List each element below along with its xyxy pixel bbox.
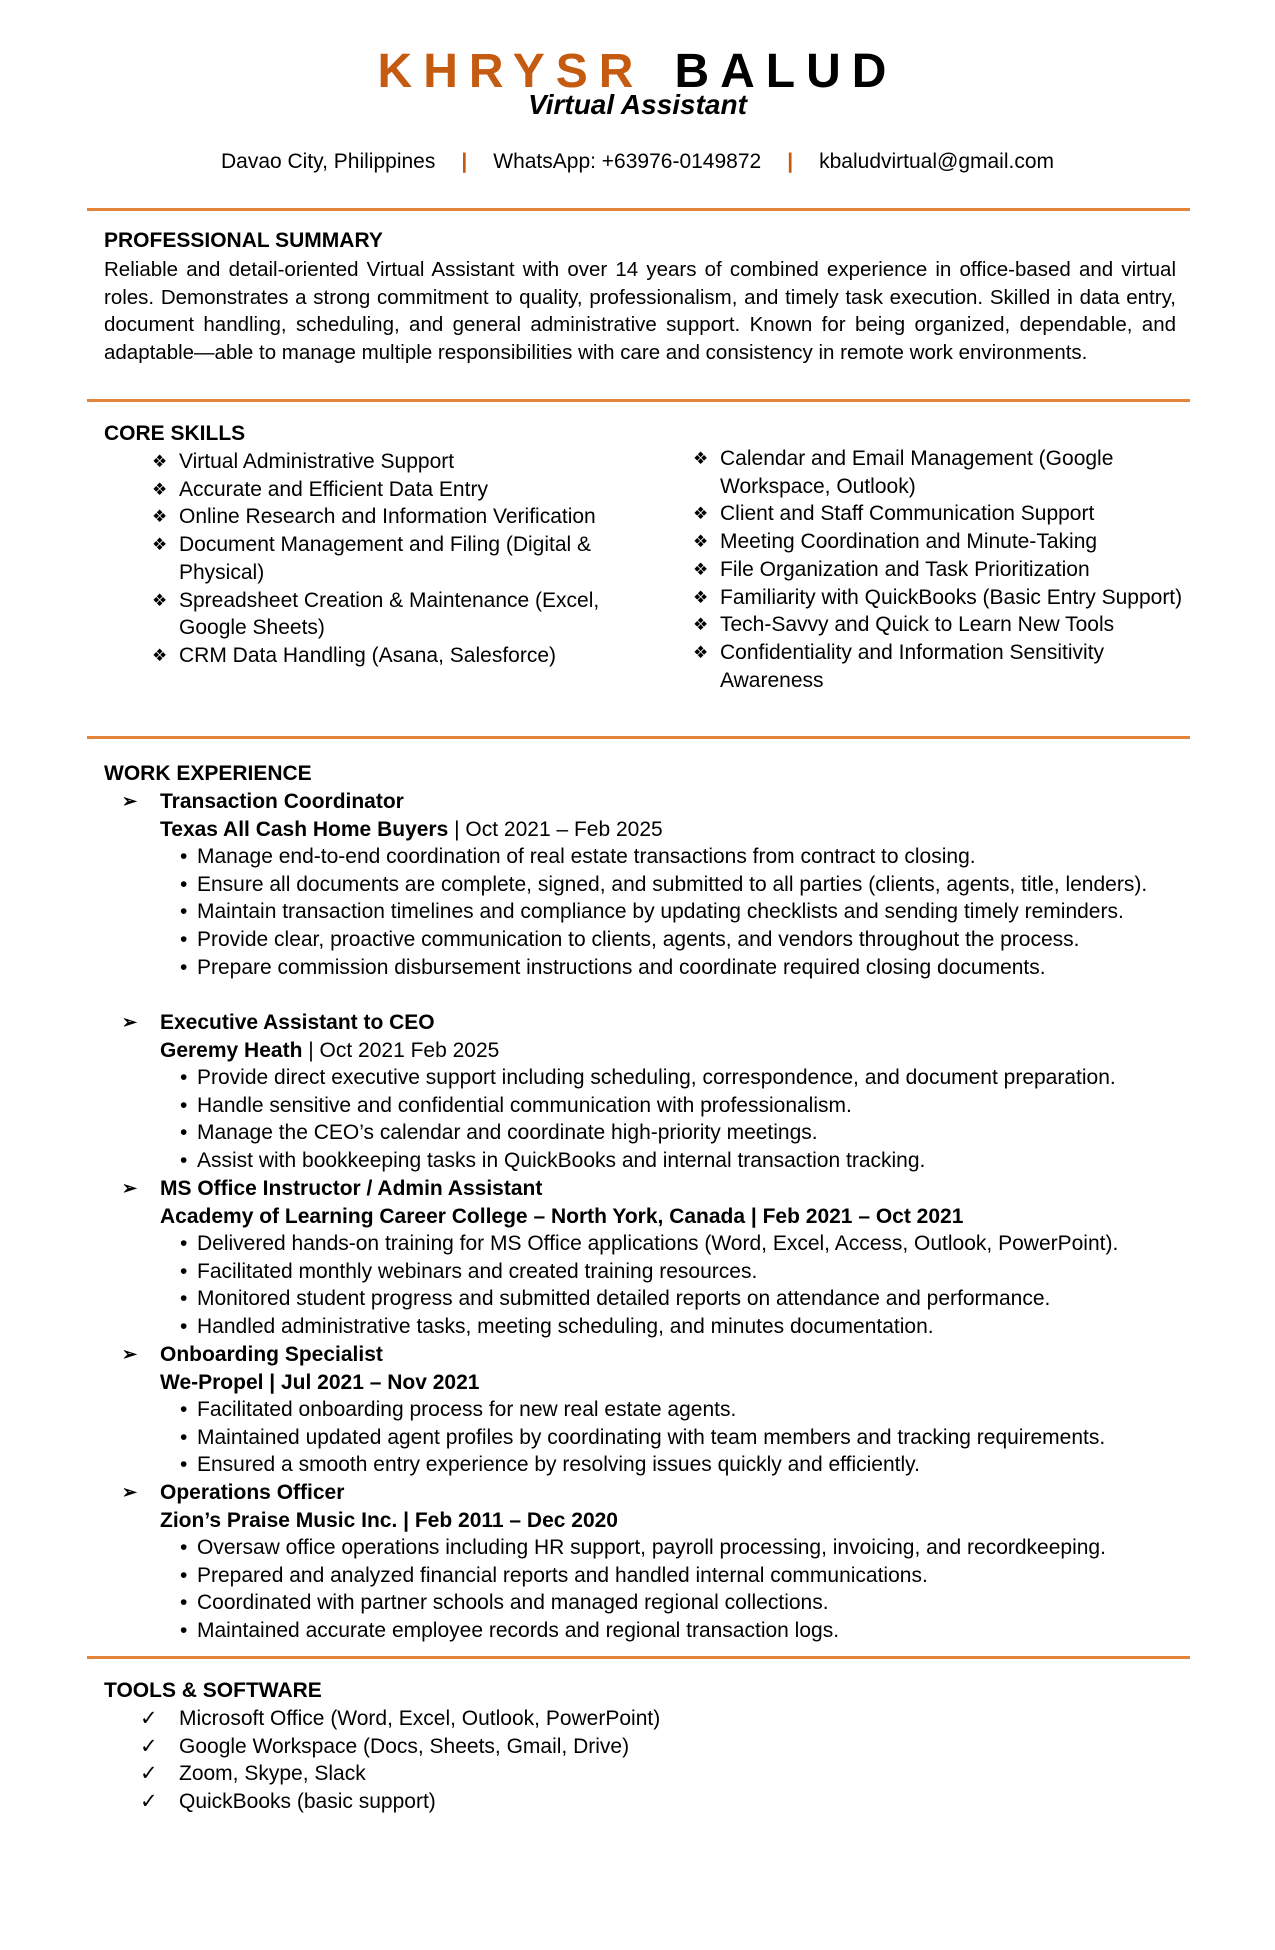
diamond-bullet-icon: ❖ [152, 535, 168, 555]
list-item: • Ensured a smooth entry experience by resolving issues quickly and efficiently. [104, 1451, 1224, 1479]
company-line: Texas All Cash Home Buyers | Oct 2021 – Feb 2025 [160, 817, 663, 841]
job-bullets [104, 1064, 1224, 1174]
list-item: ❖ Accurate and Efficient Data Entry [152, 476, 647, 504]
list-item: • Oversaw office operations including HR support, payroll processing, invoicing, and recordkeeping. [104, 1534, 1224, 1562]
diamond-bullet-icon: ❖ [693, 615, 709, 635]
check-icon: ✓ [140, 1707, 158, 1730]
list-item: • Handled administrative tasks, meeting scheduling, and minutes documentation. [104, 1313, 1224, 1341]
job-bullets [104, 1396, 1224, 1479]
diamond-bullet-icon: ❖ [152, 645, 168, 665]
check-icon: ✓ [140, 1789, 158, 1813]
job-title: Virtual Assistant [528, 89, 747, 120]
list-item: • Prepare commission disbursement instructions and coordinate required closing documents. [104, 954, 1224, 982]
first-name: KHRYSR [377, 45, 645, 98]
list-item: ❖ Client and Staff Communication Support [693, 500, 1188, 528]
list-item: • Handle sensitive and confidential communication with professionalism. [104, 1092, 1224, 1120]
company-line: Zion’s Praise Music Inc. | Feb 2011 – Dec 2020 [160, 1508, 618, 1532]
arrow-bullet-icon: ➢ [122, 1012, 138, 1032]
divider [87, 399, 1190, 402]
list-item: • Monitored student progress and submitted detailed reports on attendance and performance. [104, 1285, 1224, 1313]
location: Davao City, Philippines [220, 150, 436, 173]
whatsapp: WhatsApp: +63976-0149872 [493, 150, 762, 173]
contact-line [0, 148, 1275, 176]
company-line: Academy of Learning Career College – North York, Canada | Feb 2021 – Oct 2021 [160, 1204, 964, 1228]
job-title-line: ➢ Transaction Coordinator [104, 788, 1224, 816]
list-item: • Assist with bookkeeping tasks in QuickBooks and internal transaction tracking. [104, 1147, 1224, 1175]
list-item: ❖ Tech-Savvy and Quick to Learn New Tools [693, 611, 1188, 639]
tools-heading: TOOLS & SOFTWARE [104, 1679, 322, 1702]
experience-heading: WORK EXPERIENCE [104, 762, 312, 785]
list-item: ❖ Online Research and Information Verification [152, 503, 647, 531]
list-item: ❖ Meeting Coordination and Minute-Taking [693, 528, 1188, 556]
list-item: ❖ CRM Data Handling (Asana, Salesforce) [152, 642, 647, 670]
email: kbaludvirtual@gmail.com [819, 150, 1055, 173]
list-item: ❖ File Organization and Task Prioritization [693, 556, 1188, 584]
job-title-line: ➢ Onboarding Specialist [104, 1341, 1224, 1369]
tools-list [104, 1705, 660, 1815]
list-item: • Manage the CEO’s calendar and coordinate high-priority meetings. [104, 1119, 1224, 1147]
check-icon: ✓ [140, 1762, 158, 1786]
list-item: • Maintained accurate employee records and regional transaction logs. [104, 1617, 1224, 1645]
list-item: ❖ Calendar and Email Management (Google Workspace, Outlook) [693, 447, 1114, 498]
check-icon: ✓ [140, 1734, 158, 1758]
list-item: • Maintained updated agent profiles by coordinating with team members and tracking requirements. [104, 1424, 1224, 1452]
job-entry [104, 788, 1224, 981]
diamond-bullet-icon: ❖ [693, 587, 709, 607]
job-entry [104, 1009, 1224, 1175]
arrow-bullet-icon: ➢ [122, 1482, 138, 1502]
diamond-bullet-icon: ❖ [152, 590, 168, 610]
job-title-line: ➢ MS Office Instructor / Admin Assistant [104, 1175, 1224, 1203]
job-entry [104, 1341, 1224, 1479]
last-name: BALUD [674, 45, 898, 98]
skills-list-left [152, 448, 647, 670]
list-item: • Facilitated onboarding process for new real estate agents. [104, 1396, 1224, 1424]
job-bullets [104, 1230, 1224, 1340]
list-item: • Maintain transaction timelines and compliance by updating checklists and sending timely reminders. [104, 898, 1224, 926]
diamond-bullet-icon: ❖ [693, 504, 709, 524]
arrow-bullet-icon: ➢ [122, 791, 138, 811]
divider [87, 736, 1190, 739]
diamond-bullet-icon: ❖ [693, 642, 709, 662]
skills-heading: CORE SKILLS [104, 422, 246, 445]
separator: | [787, 150, 794, 173]
divider [87, 1656, 1190, 1659]
summary-heading: PROFESSIONAL SUMMARY [104, 229, 383, 252]
job-title-line: ➢ Operations Officer [104, 1479, 1224, 1507]
list-item: ❖ Familiarity with QuickBooks (Basic Entry Support) [693, 584, 1188, 612]
job-bullets [104, 1534, 1224, 1644]
list-item: ✓ Microsoft Office (Word, Excel, Outlook, PowerPoint) [104, 1705, 660, 1733]
job-entry [104, 1479, 1224, 1645]
diamond-bullet-icon: ❖ [693, 449, 709, 468]
diamond-bullet-icon: ❖ [152, 507, 168, 527]
job-entry [104, 1175, 1224, 1341]
divider [87, 208, 1190, 211]
summary-text: Reliable and detail-oriented Virtual Assistant with over 14 years of combined experience in office-based and virtual roles. Demonstrates a strong commitment to quality, professionalism, and timely task execution. Skilled in data entry, document handling, scheduling, and general administrative support. Known for being organized, dependable, and adaptable—able to manage multiple responsibilities with care and consistency in remote work environments. [104, 258, 1176, 364]
list-item: ✓ Zoom, Skype, Slack [104, 1760, 660, 1788]
list-item: • Ensure all documents are complete, signed, and submitted to all parties (clients, agents, title, lenders). [104, 871, 1197, 899]
list-item: ❖ Document Management and Filing (Digital & Physical) [152, 533, 592, 584]
list-item: ✓ Google Workspace (Docs, Sheets, Gmail, Drive) [104, 1733, 660, 1761]
list-item: • Facilitated monthly webinars and created training resources. [104, 1258, 1224, 1286]
list-item: • Coordinated with partner schools and managed regional collections. [104, 1589, 1224, 1617]
list-item: • Provide direct executive support including scheduling, correspondence, and document preparation. [104, 1064, 1224, 1092]
list-item: ❖ Spreadsheet Creation & Maintenance (Excel, Google Sheets) [152, 588, 600, 640]
list-item: • Prepared and analyzed financial reports and handled internal communications. [104, 1562, 1224, 1590]
company-line: Geremy Heath | Oct 2021 Feb 2025 [160, 1038, 500, 1062]
arrow-bullet-icon: ➢ [122, 1178, 138, 1198]
list-item: ❖ Virtual Administrative Support [152, 448, 647, 476]
list-item: • Provide clear, proactive communication to clients, agents, and vendors throughout the process. [104, 926, 1224, 954]
separator: | [461, 150, 468, 173]
list-item: ✓ QuickBooks (basic support) [104, 1788, 660, 1816]
skills-list-right [693, 445, 1188, 694]
list-item: • Manage end-to-end coordination of real estate transactions from contract to closing. [104, 843, 1224, 871]
diamond-bullet-icon: ❖ [152, 452, 168, 471]
diamond-bullet-icon: ❖ [693, 559, 709, 579]
list-item: • Delivered hands-on training for MS Office applications (Word, Excel, Access, Outlook, PowerPoint). [104, 1230, 1224, 1258]
diamond-bullet-icon: ❖ [152, 479, 168, 499]
company-line: We-Propel | Jul 2021 – Nov 2021 [160, 1370, 480, 1394]
job-bullets [104, 843, 1224, 981]
job-title-line: ➢ Executive Assistant to CEO [104, 1009, 1224, 1037]
list-item: ❖ Confidentiality and Information Sensitivity Awareness [693, 640, 1105, 692]
arrow-bullet-icon: ➢ [122, 1344, 138, 1364]
diamond-bullet-icon: ❖ [693, 532, 709, 552]
